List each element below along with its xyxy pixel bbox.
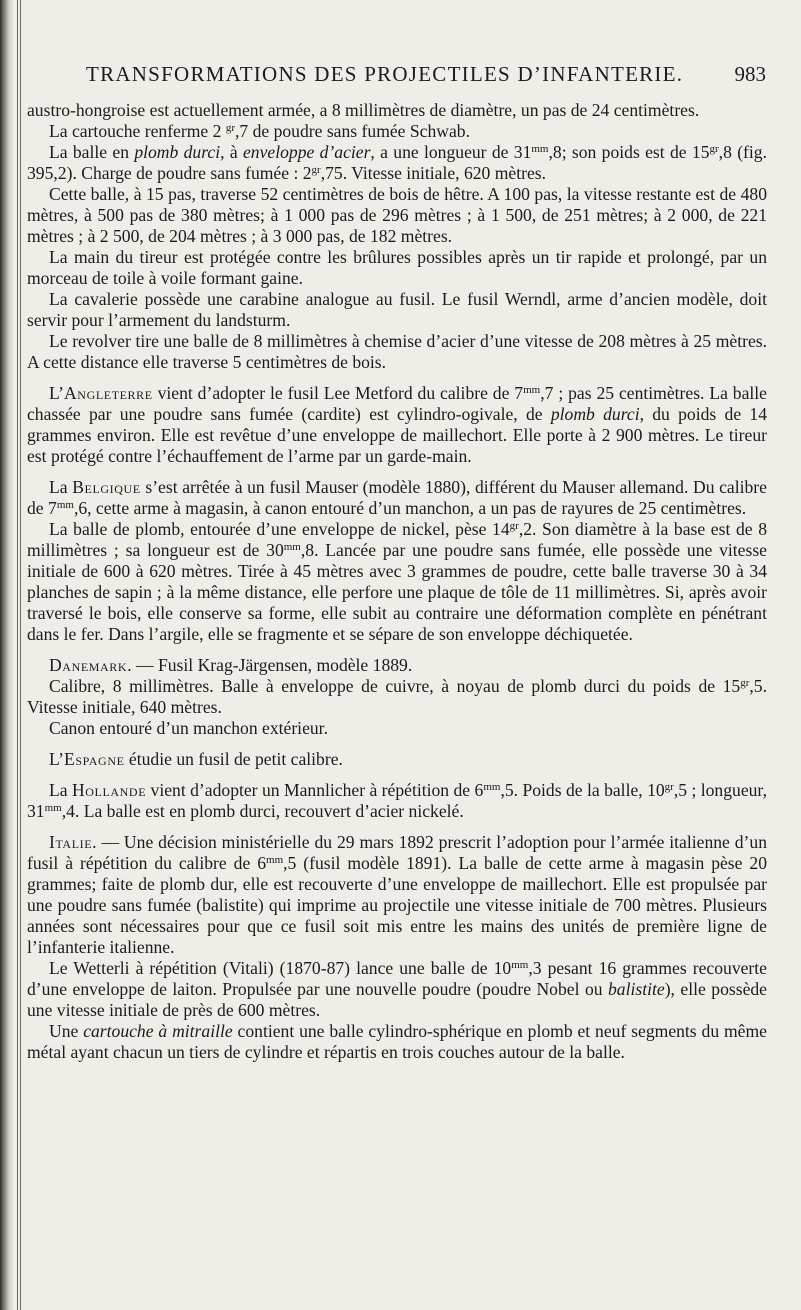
paragraph [27,958,767,1021]
text-run: s’est arrêtée à un fusil Mauser (modèle 1880), différent du Mauser allemand. Du calibre de 7 [27,477,767,518]
text-run: Calibre, 8 millimètres. Balle à enveloppe de cuivre, à noyau de plomb durci du poids de 15 [49,676,741,696]
text-run: Une [49,1021,84,1041]
text-run: ,3 pesant 16 grammes recouverte d’une enveloppe de laiton. Propulsée par une nouvelle poudre (poudre Nobel ou [27,958,767,999]
text-run: ,6, cette arme à magasin, à canon entouré d’un manchon, a un pas de rayures de 25 centimètres. [73,498,747,518]
country-name: Angleterre [64,383,153,403]
paragraph [27,331,767,373]
text-run: Le revolver tire une balle de 8 millimètres à chemise d’acier d’une vitesse de 208 mètres à 25 mètres. A cette distance elle traverse 5 centimètres de bois. [27,331,767,372]
text-run: ,7 de poudre sans fumée Schwab. [234,121,470,141]
paragraph [27,749,767,770]
body-text [27,100,767,1063]
text-run: ,75. Vitesse initiale, 620 mètres. [320,163,547,183]
text-run: ), elle possède une vitesse initiale de près de 600 mètres. [27,979,767,1020]
unit-superscript: gr [740,677,750,689]
text-run: étudie un fusil de petit calibre. [124,749,343,769]
text-run: . — Fusil Krag-Järgensen, modèle 1889. [127,655,413,675]
text-run: ,8 (fig. 395,2). Charge de poudre sans fumée : 2 [27,142,767,183]
italic-term: plomb durci [550,404,640,424]
text-run: , du poids de 14 grammes environ. Elle est revêtue d’une enveloppe de maillechort. Elle porte à 2 900 mètres. Le tireur est protégé contre l’échauffement de l’arme par un garde-main. [27,404,768,466]
unit-superscript: gr [225,122,235,134]
text-run: Cette balle, à 15 pas, traverse 52 centimètres de bois de hêtre. A 100 pas, la vitesse restante est de 480 mètres, à 500 pas de 380 mètres; à 1 000 pas de 296 mètres ; à 1 500, de 251 mètres; à 2 000, de 221 mètres ; à 2 500, de 204 mètres ; à 3 000 pas, de 182 mètres. [27,184,767,246]
italic-term: balistite [608,979,665,999]
paragraph [27,100,767,121]
text-run: ,8. Lancée par une poudre sans fumée, elle possède une vitesse initiale de 600 à 620 mètres. Tirée à 45 mètres avec 3 grammes de poudre, cette balle traverse 30 à 34 planches de sapin ; à la même distance, elle perfore une plaque de tôle de 11 millimètres. Si, après avoir traversé le bois, elle conserve sa forme, elle subit au contraire une déformation complète en pénétrant dans le fer. Dans l’argile, elle se fragmente et se sépare de son enveloppe déchiquetée. [27,540,767,644]
unit-superscript: mm [44,802,62,814]
text-run: L’ [49,749,64,769]
text-run: contient une balle cylindro-sphérique en plomb et neuf segments du même métal ayant chacun un tiers de cylindre et répartis en trois couches autour de la balle. [27,1021,767,1062]
text-run: ,5 ; longueur, 31 [27,780,767,821]
unit-superscript: mm [523,384,541,396]
unit-superscript: gr [311,164,321,176]
italic-term: cartouche à mitraille [83,1021,233,1041]
text-run: La balle en [49,142,135,162]
unit-superscript: mm [511,959,529,971]
text-run: ,8; son poids est de 15 [548,142,710,162]
paragraph [27,184,767,247]
paragraph [27,1021,767,1063]
text-run: vient d’adopter un Mannlicher à répétition de 6 [146,780,484,800]
paragraph [27,383,767,467]
italic-term: enveloppe d’acier [242,142,371,162]
text-run: ,7 ; pas 25 centimètres. La balle chassée par une poudre sans fumée (cardite) est cylindro-ogivale, de [27,383,767,424]
page-number: 983 [734,62,766,86]
paragraph [27,832,767,958]
country-name: Espagne [64,749,125,769]
text-run: La balle de plomb, entourée d’une enveloppe de nickel, pèse 14 [49,519,510,539]
text-run: La [49,477,73,497]
text-run: La cartouche renferme 2 [49,121,226,141]
text-run: , à [220,142,243,162]
page-edge [0,0,14,1310]
country-name: Danemark [49,655,128,675]
paragraph [27,289,767,331]
paragraph [27,676,767,718]
text-run: vient d’adopter le fusil Lee Metford du calibre de 7 [152,383,524,403]
unit-superscript: gr [709,143,719,155]
paragraph [27,247,767,289]
text-run: , a une longueur de 31 [370,142,532,162]
unit-superscript: gr [664,781,674,793]
text-run: La main du tireur est protégée contre les brûlures possibles après un tir rapide et prolongé, par un morceau de toile à voile formant gaine. [27,247,767,288]
text-run: La cavalerie possède une carabine analogue au fusil. Le fusil Werndl, arme d’ancien modèle, doit servir pour l’armement du landsturm. [27,289,767,330]
paragraph [27,718,767,739]
text-run: L’ [49,383,64,403]
paragraph [27,655,767,676]
italic-term: plomb durci [134,142,221,162]
paragraph [27,121,767,142]
unit-superscript: mm [283,541,301,553]
text-run: ,5 (fusil modèle 1891). La balle de cette arme à magasin pèse 20 grammes; faite de plomb dur, elle est recouverte d’une enveloppe de maillechort. Elle est propulsée par une poudre sans fumée (balistite) qui imprime au projectile une vitesse initiale de 700 mètres. Plusieurs années sont nécessaires pour que ce fusil soit mis entre les mains des unités de première ligne de l’infanterie italienne. [27,853,767,957]
binding-line [20,0,21,1310]
text-run: ,4. La balle est en plomb durci, recouvert d’acier nickelé. [61,801,464,821]
unit-superscript: mm [483,781,501,793]
text-run: Canon entouré d’un manchon extérieur. [49,718,328,738]
running-title: TRANSFORMATIONS DES PROJECTILES D’INFANTERIE. [86,62,684,86]
text-run: Le Wetterli à répétition (Vitali) (1870-87) lance une balle de 10 [49,958,512,978]
text-run: La [49,780,72,800]
text-run: ,5. Vitesse initiale, 640 mètres. [27,676,767,717]
text-run: ,5. Poids de la balle, 10 [500,780,665,800]
unit-superscript: gr [509,520,519,532]
paragraph [27,142,767,184]
country-name: Italie [49,832,93,852]
unit-superscript: mm [266,854,284,866]
country-name: Hollande [71,780,147,800]
paragraph [27,519,767,645]
paragraph [27,780,767,822]
binding-line [17,0,18,1310]
unit-superscript: mm [531,143,549,155]
country-name: Belgique [72,477,141,497]
text-run: ,2. Son diamètre à la base est de 8 millimètres ; sa longueur est de 30 [27,519,767,560]
text-run: . — Une décision ministérielle du 29 mars 1892 prescrit l’adoption pour l’armée italienne d’un fusil à répétition du calibre de 6 [27,832,767,873]
page-header [26,62,782,88]
text-run: austro-hongroise est actuellement armée, a 8 millimètres de diamètre, un pas de 24 centimètres. [27,100,700,120]
unit-superscript: mm [56,499,74,511]
paragraph [27,477,767,519]
